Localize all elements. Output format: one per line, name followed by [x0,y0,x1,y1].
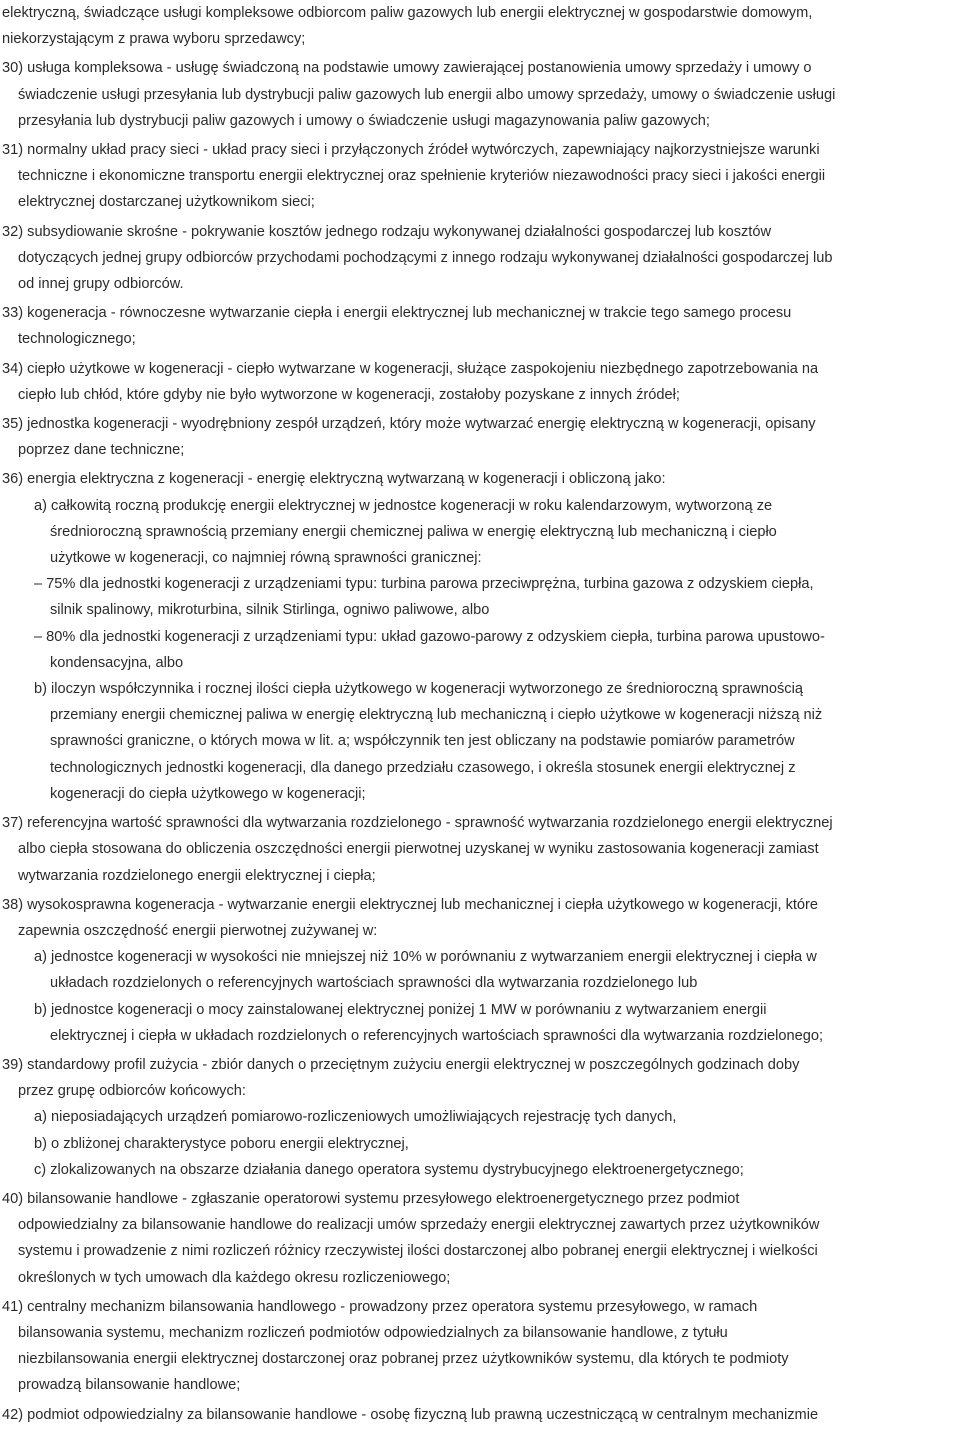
text-line: 35) jednostka kogeneracji - wyodrębniony zespół urządzeń, który może wytwarzać energię elektryczną w kogeneracji, opisany [2,416,816,433]
text-line: użytkowe w kogeneracji, co najmniej równą sprawności granicznej: [50,550,482,567]
text-line: elektrycznej i ciepła w układach rozdzielonych o referencyjnych wartościach sprawności dla wytwarzania rozdzielonego; [50,1027,824,1044]
text-line: b) jednostce kogeneracji o mocy zainstalowanej elektrycznej poniżej 1 MW w porównaniu z wytwarzaniem energii [34,1001,767,1018]
text-line: prowadzą bilansowanie handlowe; [18,1377,241,1394]
text-line: wytwarzania rozdzielonego energii elektrycznej i ciepła; [18,867,376,884]
text-line: dotyczących jednej grupy odbiorców przychodami pochodzącymi z innego rodzaju wykonywanej działalności gospodarczej lub [18,249,833,266]
text-line: technologicznych jednostki kogeneracji, dla danego przedziału czasowego, i określa stosunek energii elektrycznej z [50,759,796,776]
text-line: 34) ciepło użytkowe w kogeneracji - ciepło wytwarzane w kogeneracji, służące zaspokojeniu niezbędnego zapotrzebowania na [2,360,819,377]
text-line: 41) centralny mechanizm bilansowania handlowego - prowadzony przez operatora systemu przesyłowego, w ramach [2,1298,758,1315]
text-line: 31) normalny układ pracy sieci - układ pracy sieci i przyłączonych źródeł wytwórczych, zapewniający najkorzystniejsze warunki [2,142,820,159]
text-line: niezbilansowania energii elektrycznej dostarczonej oraz pobranej przez użytkowników systemu, dla których te podmioty [18,1351,789,1368]
text-line: 36) energia elektryczna z kogeneracji - energię elektryczną wytwarzaną w kogeneracji i obliczoną jako: [2,471,666,488]
text-line: kondensacyjna, albo [50,654,184,671]
text-line: 40) bilansowanie handlowe - zgłaszanie operatorowi systemu przesyłowego elektroenergetycznego przez podmiot [2,1190,740,1207]
text-line: 32) subsydiowanie skrośne - pokrywanie kosztów jednego rodzaju wykonywanej działalności gospodarczej lub kosztów [2,223,772,240]
text-line: albo ciepła stosowana do obliczenia oszczędności energii pierwotnej uzyskanej w wyniku zastosowania kogeneracji zamiast [18,841,819,858]
text-line: b) o zbliżonej charakterystyce poboru energii elektrycznej, [34,1135,409,1152]
text-line: systemu i prowadzenie z nimi rozliczeń różnicy rzeczywistej ilości dostarczonej albo pobranej energii elektrycznej i wielkości [18,1243,818,1260]
text-line: przez grupę odbiorców końcowych: [18,1083,246,1100]
text-line: sprawności graniczne, o których mowa w lit. a; współczynnik ten jest obliczany na podstawie pomiarów parametrów [50,733,795,750]
text-line: b) iloczyn współczynnika i rocznej ilości ciepła użytkowego w kogeneracji wytworzonego ze średnioroczną sprawnością [34,681,803,698]
text-line: 30) usługa kompleksowa - usługę świadczoną na podstawie umowy zawierającej postanowienia umowy sprzedaży i umowy o [2,60,812,77]
text-line: technologicznego; [18,331,136,348]
text-line: przesyłania lub dystrybucji paliw gazowych i umowy o świadczenie usługi magazynowania paliw gazowych; [18,112,710,129]
text-line: bilansowania systemu, mechanizm rozliczeń podmiotów odpowiedzialnych za bilansowanie handlowe, z tytułu [18,1324,728,1341]
text-line: elektrycznej dostarczanej użytkownikom sieci; [18,194,315,211]
text-line: elektryczną, świadczące usługi kompleksowe odbiorcom paliw gazowych lub energii elektrycznej w gospodarstwie domowym, [2,5,813,21]
text-line: – 75% dla jednostki kogeneracji z urządzeniami typu: turbina parowa przeciwprężna, turbina gazowa z odzyskiem ciepła, [34,576,814,593]
text-line: odpowiedzialny za bilansowanie handlowe do realizacji umów sprzedaży energii elektrycznej zawartych przez użytkowników [18,1217,820,1234]
text-line: techniczne i ekonomiczne transportu energii elektrycznej oraz spełnienie kryteriów niezawodności pracy sieci i jakości energii [18,168,826,185]
text-line: a) nieposiadających urządzeń pomiarowo-rozliczeniowych umożliwiających rejestrację tych danych, [34,1109,677,1126]
text-line: układach rozdzielonych o referencyjnych wartościach sprawności dla wytwarzania rozdzielonego lub [50,975,698,992]
text-line: silnik spalinowy, mikroturbina, silnik Stirlinga, ogniwo paliwowe, albo [50,602,490,619]
text-line: c) zlokalizowanych na obszarze działania danego operatora systemu dystrybucyjnego elektroenergetycznego; [34,1161,744,1178]
text-line: 42) podmiot odpowiedzialny za bilansowanie handlowe - osobę fizyczną lub prawną uczestniczącą w centralnym mechanizmie [2,1406,819,1423]
text-line: przemiany energii chemicznej paliwa w energię elektryczną lub mechaniczną i ciepło użytkowe w kogeneracji niższą niż [50,707,823,724]
text-line: kogeneracji do ciepła użytkowego w kogeneracji; [50,785,366,802]
text-line: zapewnia oszczędność energii pierwotnej zużywanej w: [18,922,378,939]
text-line: 38) wysokosprawna kogeneracja - wytwarzanie energii elektrycznej lub mechanicznej i ciepła użytkowego w kogeneracji, które [2,896,819,913]
text-line: 33) kogeneracja - równoczesne wytwarzanie ciepła i energii elektrycznej lub mechanicznej w trakcie tego samego procesu [2,305,792,322]
text-line: średnioroczną sprawnością przemiany energii chemicznej paliwa w energię elektryczną lub mechaniczną i ciepło [50,523,777,540]
text-line: poprzez dane techniczne; [18,442,185,459]
text-line: od innej grupy odbiorców. [18,276,184,293]
text-line: 37) referencyjna wartość sprawności dla wytwarzania rozdzielonego - sprawność wytwarzania rozdzielonego energii elektrycznej [2,815,833,832]
text-line: – 80% dla jednostki kogeneracji z urządzeniami typu: układ gazowo-parowy z odzyskiem ciepła, turbina parowa upustowo- [34,628,825,645]
text-line: 39) standardowy profil zużycia - zbiór danych o przeciętnym zużyciu energii elektrycznej w poszczególnych godzinach doby [2,1056,800,1073]
text-line: niekorzystającym z prawa wyboru sprzedawcy; [2,31,306,48]
text-line: a) całkowitą roczną produkcję energii elektrycznej w jednostce kogeneracji w roku kalendarzowym, wytworzoną ze [34,497,773,514]
text-line: określonych w tych umowach dla każdego okresu rozliczeniowego; [18,1269,451,1286]
text-line: a) jednostce kogeneracji w wysokości nie mniejszej niż 10% w porównaniu z wytwarzaniem energii elektrycznej i ciepła w [34,949,817,966]
text-line: ciepło lub chłód, które gdyby nie było wytworzone w kogeneracji, zostałoby pozyskane z innych źródeł; [18,386,680,403]
text-line: świadczenie usługi przesyłania lub dystrybucji paliw gazowych lub energii albo umowy sprzedaży, umowy o świadczenie usługi [18,86,836,103]
